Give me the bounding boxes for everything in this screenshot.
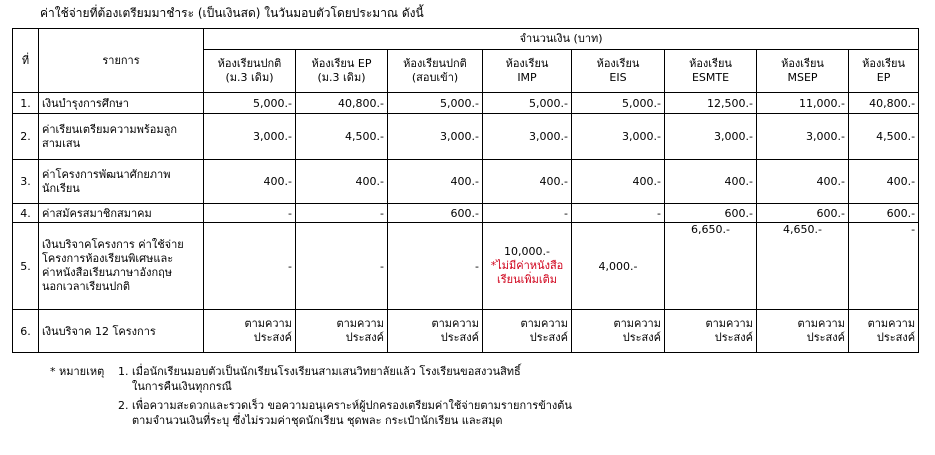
- note-text: เพื่อความสะดวกและรวดเร็ว ขอความอนุเคราะห์ผู้ปกครองเตรียมค่าใช้จ่ายตามรายการข้างต้น: [132, 399, 572, 412]
- note-text: เมื่อนักเรียนมอบตัวเป็นนักเรียนโรงเรียนสามเสนวิทยาลัยแล้ว โรงเรียนขอสงวนสิทธิ์: [132, 365, 521, 378]
- cell-value: 3,000.-: [388, 114, 483, 160]
- table-row: [13, 310, 919, 353]
- cell-value: 600.-: [757, 204, 849, 223]
- cell-value: 40,800.-: [296, 93, 388, 114]
- cell-value: 5,000.-: [572, 93, 665, 114]
- cell-value: -: [849, 223, 919, 310]
- row-item: ค่าสมัครสมาชิกสมาคม: [39, 204, 204, 223]
- cell-value: 400.-: [572, 160, 665, 204]
- table-row: [13, 204, 919, 223]
- cell-value: 400.-: [204, 160, 296, 204]
- row-number: 5.: [13, 223, 39, 310]
- row-number: 2.: [13, 114, 39, 160]
- cell-value: 400.-: [849, 160, 919, 204]
- cell-value: -: [572, 204, 665, 223]
- col-header-esmte: ห้องเรียน ESMTE: [665, 50, 757, 93]
- row-item: เงินบำรุงการศึกษา: [39, 93, 204, 114]
- col-header-ep: ห้องเรียน EP: [849, 50, 919, 93]
- cell-value: ตามความ ประสงค์: [665, 310, 757, 353]
- cell-value: ตามความ ประสงค์: [388, 310, 483, 353]
- cell-value: ตามความ ประสงค์: [483, 310, 572, 353]
- cell-value: 3,000.-: [665, 114, 757, 160]
- table-row: [13, 114, 919, 160]
- cell-value: -: [388, 223, 483, 310]
- cell-value: ตามความ ประสงค์: [572, 310, 665, 353]
- table-row: [13, 160, 919, 204]
- cell-value: 4,000.-: [572, 223, 665, 310]
- cell-value: 3,000.-: [204, 114, 296, 160]
- cell-value: 5,000.-: [483, 93, 572, 114]
- notes-label: * หมายเหตุ: [50, 365, 105, 378]
- row-number: 4.: [13, 204, 39, 223]
- cell-value: 400.-: [665, 160, 757, 204]
- cell-value: 6,650.-: [665, 223, 757, 310]
- cell-value: 4,500.-: [296, 114, 388, 160]
- note-text: ในการคืนเงินทุกกรณี: [132, 380, 232, 393]
- cell-value: -: [204, 204, 296, 223]
- col-header-msep: ห้องเรียน MSEP: [757, 50, 849, 93]
- table-row: [13, 223, 919, 310]
- row-item: เงินบริจาคโครงการ ค่าใช้จ่าย โครงการห้องเรียนพิเศษและ ค่าหนังสือเรียนภาษาอังกฤษ นอกเวลาเรียนปกติ: [39, 223, 204, 310]
- cell-value: 3,000.-: [483, 114, 572, 160]
- row-number: 6.: [13, 310, 39, 353]
- col-header-eis: ห้องเรียน EIS: [572, 50, 665, 93]
- note-number: 1.: [118, 365, 129, 378]
- note-number: 2.: [118, 399, 129, 412]
- col-header-normal-m3: ห้องเรียนปกติ (ม.3 เดิม): [204, 50, 296, 93]
- cell-value: 3,000.-: [757, 114, 849, 160]
- imp-note-line1: *ไม่มีค่าหนังสือ: [490, 259, 564, 272]
- col-header-ep-m3: ห้องเรียน EP (ม.3 เดิม): [296, 50, 388, 93]
- imp-note-line2: เรียนเพิ่มเติม: [496, 273, 558, 286]
- row-item: ค่าโครงการพัฒนาศักยภาพ นักเรียน: [39, 160, 204, 204]
- cell-value: 600.-: [849, 204, 919, 223]
- cell-value: ตามความ ประสงค์: [296, 310, 388, 353]
- cell-value: 5,000.-: [204, 93, 296, 114]
- cell-value: 400.-: [296, 160, 388, 204]
- header-amount: จำนวนเงิน (บาท): [204, 29, 919, 50]
- fee-table: [12, 28, 919, 353]
- cell-imp-donation: [483, 223, 572, 310]
- cell-value: 5,000.-: [388, 93, 483, 114]
- cell-value: 40,800.-: [849, 93, 919, 114]
- cell-value: 600.-: [388, 204, 483, 223]
- header-no: ที่: [13, 29, 39, 93]
- cell-value: -: [296, 204, 388, 223]
- row-number: 3.: [13, 160, 39, 204]
- cell-value: -: [204, 223, 296, 310]
- cell-value: 4,500.-: [849, 114, 919, 160]
- cell-value: ตามความ ประสงค์: [757, 310, 849, 353]
- cell-value: 400.-: [483, 160, 572, 204]
- cell-value: 400.-: [388, 160, 483, 204]
- col-header-imp: ห้องเรียน IMP: [483, 50, 572, 93]
- row-number: 1.: [13, 93, 39, 114]
- row-item: ค่าเรียนเตรียมความพร้อมลูก สามเสน: [39, 114, 204, 160]
- row-item: เงินบริจาค 12 โครงการ: [39, 310, 204, 353]
- cell-value: ตามความ ประสงค์: [849, 310, 919, 353]
- cell-value: 4,650.-: [757, 223, 849, 310]
- col-header-normal-exam: ห้องเรียนปกติ (สอบเข้า): [388, 50, 483, 93]
- cell-value: 12,500.-: [665, 93, 757, 114]
- cell-value: ตามความ ประสงค์: [204, 310, 296, 353]
- cell-value: 400.-: [757, 160, 849, 204]
- cell-value: 11,000.-: [757, 93, 849, 114]
- header-row-1: [13, 29, 919, 50]
- cell-value: -: [296, 223, 388, 310]
- header-item: รายการ: [39, 29, 204, 93]
- cell-value: -: [483, 204, 572, 223]
- cell-value: 3,000.-: [572, 114, 665, 160]
- imp-donation-value: 10,000.-: [504, 245, 550, 258]
- table-row: [13, 93, 919, 114]
- cell-value: 600.-: [665, 204, 757, 223]
- note-text: ตามจำนวนเงินที่ระบุ ซึ่งไม่รวมค่าชุดนักเรียน ชุดพละ กระเป๋านักเรียน และสมุด: [132, 414, 503, 427]
- page-title: ค่าใช้จ่ายที่ต้องเตรียมมาชำระ (เป็นเงินสด) ในวันมอบตัวโดยประมาณ ดังนี้: [40, 6, 424, 20]
